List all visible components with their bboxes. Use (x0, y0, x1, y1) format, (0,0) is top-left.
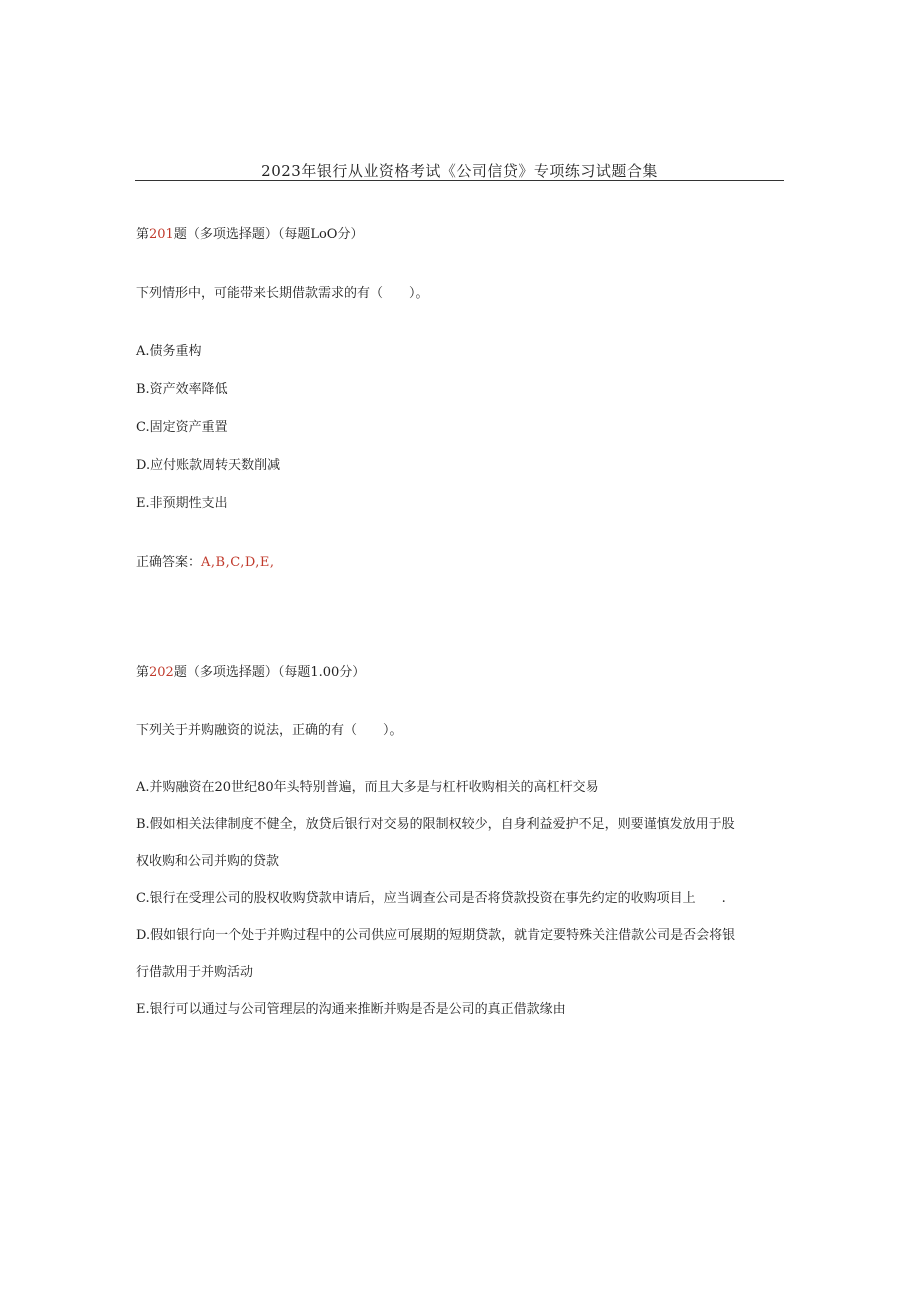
answer-label: 正确答案： (136, 555, 202, 570)
question-number: 201 (149, 227, 174, 242)
question-prefix: 第 (136, 665, 150, 680)
option-d-continued: 行借款用于并购活动 (136, 965, 254, 980)
option-d: D.假如银行向一个处于并购过程中的公司供应可展期的短期贷款，就肯定要特殊关注借款公司是否会将银 (136, 928, 736, 943)
option-b-continued: 权收购和公司并购的贷款 (136, 854, 280, 869)
option-d: D.应付账款周转天数削减 (136, 458, 281, 473)
answer (136, 551, 275, 570)
question-number: 202 (149, 665, 174, 680)
option-e: E.银行可以通过与公司管理层的沟通来推断并购是否是公司的真正借款缘由 (136, 1002, 566, 1017)
question-stem: 下列关于并购融资的说法，正确的有（ ）。 (136, 723, 403, 738)
question-prefix: 第 (136, 227, 150, 242)
option-c: C.银行在受理公司的股权收购贷款申请后，应当调查公司是否将贷款投资在事先约定的收购项目上 . (136, 891, 726, 906)
option-c: C.固定资产重置 (136, 420, 228, 435)
question-type: 题（多项选择题）（每题1.00分） (173, 665, 366, 680)
question-type: 题（多项选择题）（每题LoO分） (173, 227, 364, 242)
option-a: A.债务重构 (136, 344, 202, 359)
page-title: 2023年银行从业资格考试《公司信贷》专项练习试题合集 (261, 162, 658, 180)
answer-value: A,B,C,D,E, (201, 555, 275, 570)
option-b: B.资产效率降低 (136, 382, 228, 397)
option-b: B.假如相关法律制度不健全，放贷后银行对交易的限制权较少，自身利益爱护不足，则要谨慎发放用于股 (136, 817, 735, 832)
title-underline (135, 180, 784, 181)
question-stem: 下列情形中，可能带来长期借款需求的有（ ）。 (136, 286, 429, 301)
option-e: E.非预期性支出 (136, 496, 228, 511)
question-header (136, 661, 365, 680)
option-a: A.并购融资在20世纪80年头特别普遍，而且大多是与杠杆收购相关的高杠杆交易 (136, 780, 599, 795)
question-header (136, 223, 363, 242)
